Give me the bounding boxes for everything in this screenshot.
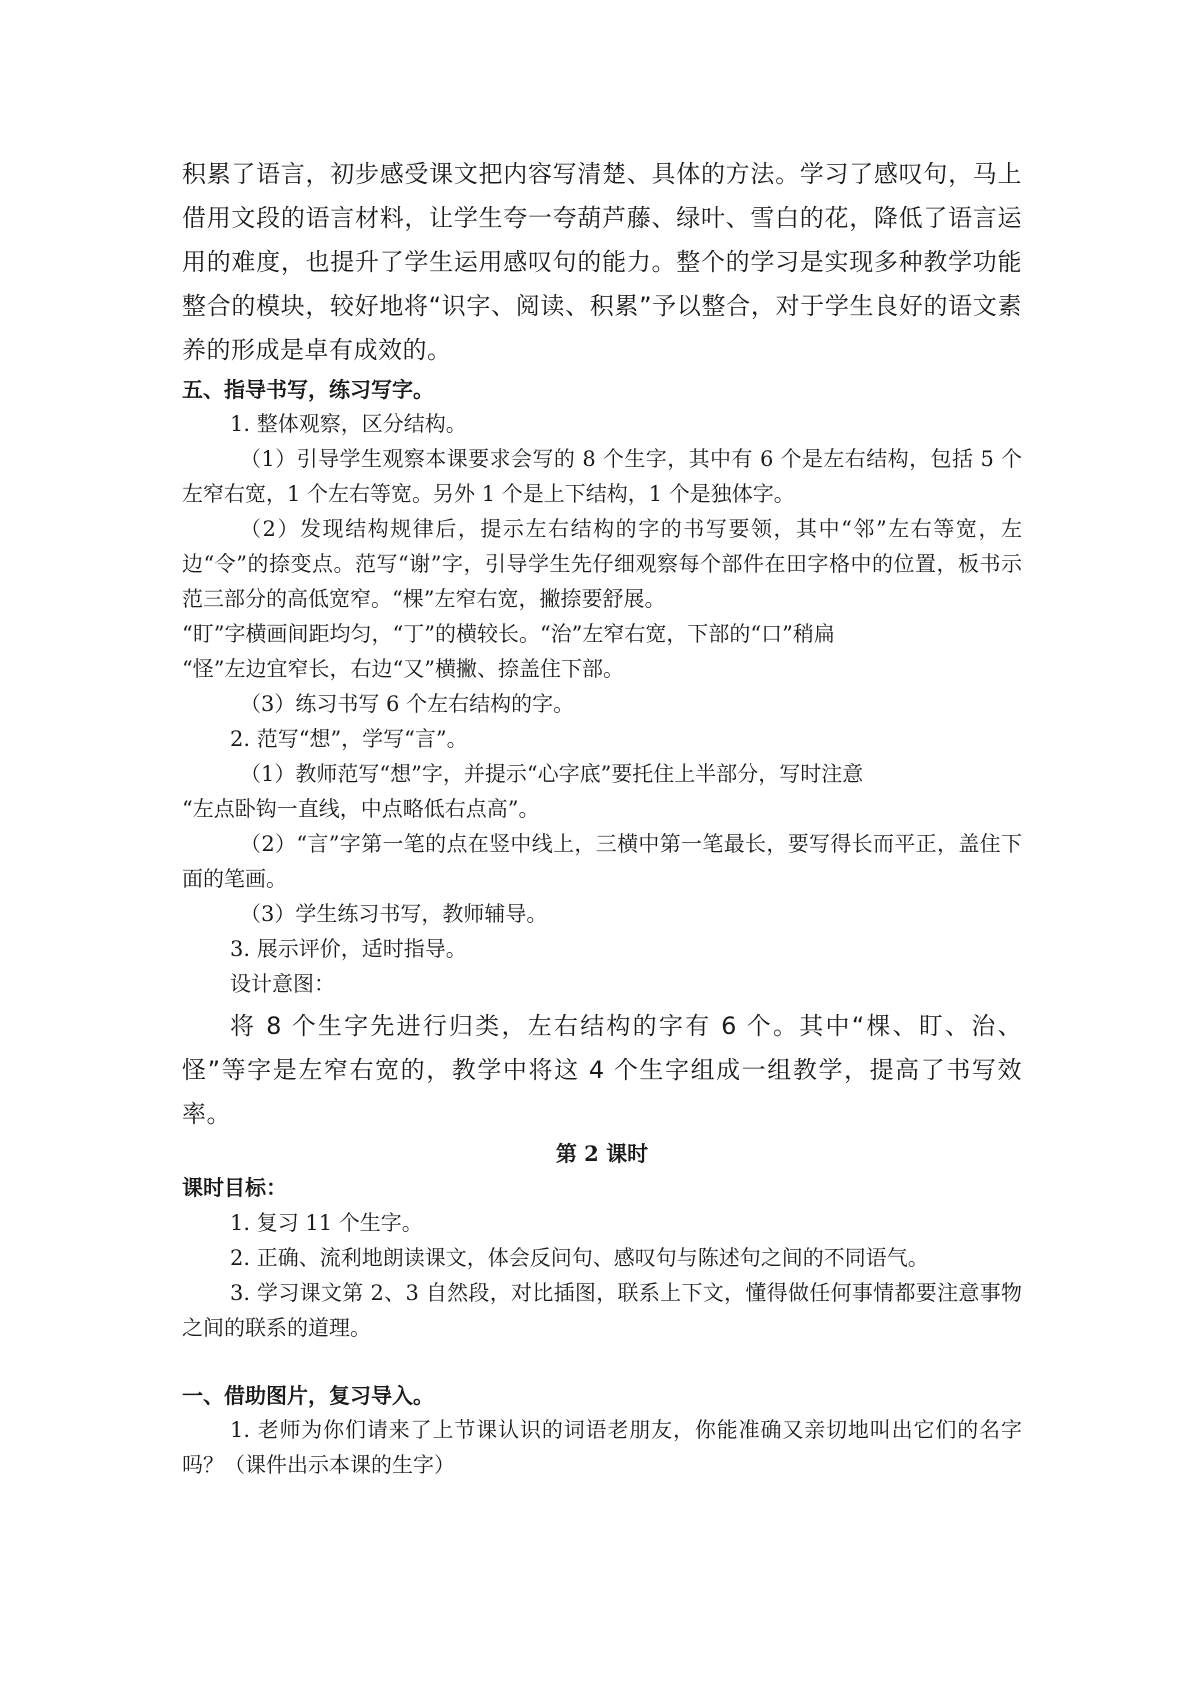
section5-item1: 1. 整体观察，区分结构。 <box>230 412 467 436</box>
section5-item1-sub2-line3: “怪”左边宜窄长，右边“又”横撇、捺盖住下部。 <box>182 657 624 681</box>
lesson2-goal3: 3. 学习课文第 2、3 自然段，对比插图，联系上下文，懂得做任何事情都要注意事物之间的联系的道理。 <box>182 1281 1022 1340</box>
section5-item2: 2. 范写“想”，学写“言”。 <box>230 727 468 751</box>
design-intent-text: 将 8 个生字先进行归类，左右结构的字有 6 个。其中“棵、盯、治、怪”等字是左窄右宽的，教学中将这 4 个生字组成一组教学，提高了书写效率。 <box>182 1012 1022 1128</box>
intro-paragraph: 积累了语言，初步感受课文把内容写清楚、具体的方法。学习了感叹句，马上借用文段的语言材料，让学生夸一夸葫芦藤、绿叶、雪白的花，降低了语言运用的难度，也提升了学生运用感叹句的能力。整个的学习是实现多种教学功能整合的模块，较好地将“识字、阅读、积累”予以整合，对于学生良好的语文素养的形成是卓有成效的。 <box>182 160 1022 364</box>
lesson2-goal2: 2. 正确、流利地朗读课文，体会反问句、感叹句与陈述句之间的不同语气。 <box>230 1246 929 1270</box>
page-content <box>182 152 1022 1483</box>
section5-item2-sub1: （1）教师范写“想”字，并提示“心字底”要托住上半部分，写时注意 <box>240 762 864 786</box>
design-intent-label: 设计意图： <box>230 972 335 996</box>
section5-item1-sub2: （2）发现结构规律后，提示左右结构的字的书写要领，其中“邻”左右等宽，左边“令”的捺变点。范写“谢”字，引导学生先仔细观察每个部件在田字格中的位置，板书示范三部分的高低宽窄。“棵”左窄右宽，撇捺要舒展。 <box>182 517 1022 611</box>
section5-item2-sub3: （3）学生练习书写，教师辅导。 <box>240 902 548 926</box>
lesson2-goals-heading: 课时目标： <box>182 1176 287 1200</box>
section5-item1-sub2-line2: “盯”字横画间距均匀，“丁”的横较长。“治”左窄右宽，下部的“口”稍扁 <box>182 622 835 646</box>
spacer <box>182 1346 1022 1378</box>
section5-item3: 3. 展示评价，适时指导。 <box>230 937 467 961</box>
lesson2-goal1: 1. 复习 11 个生字。 <box>230 1211 423 1235</box>
section5-item2-sub1-line2: “左点卧钩一直线，中点略低右点高”。 <box>182 797 540 821</box>
section1-heading: 一、借助图片，复习导入。 <box>182 1383 434 1408</box>
section5-item2-sub2: （2）“言”字第一笔的点在竖中线上，三横中第一笔最长，要写得长而平正，盖住下面的笔画。 <box>182 832 1022 891</box>
lesson2-title: 第 2 课时 <box>555 1141 649 1166</box>
section5-item1-sub3: （3）练习书写 6 个左右结构的字。 <box>240 692 575 716</box>
section5-heading: 五、指导书写，练习写字。 <box>182 377 434 402</box>
section1-item1: 1. 老师为你们请来了上节课认识的词语老朋友，你能准确又亲切地叫出它们的名字吗？（课件出示本课的生字） <box>182 1418 1022 1477</box>
section5-item1-sub1: （1）引导学生观察本课要求会写的 8 个生字，其中有 6 个是左右结构，包括 5 个左窄右宽，1 个左右等宽。另外 1 个是上下结构，1 个是独体字。 <box>182 447 1022 506</box>
